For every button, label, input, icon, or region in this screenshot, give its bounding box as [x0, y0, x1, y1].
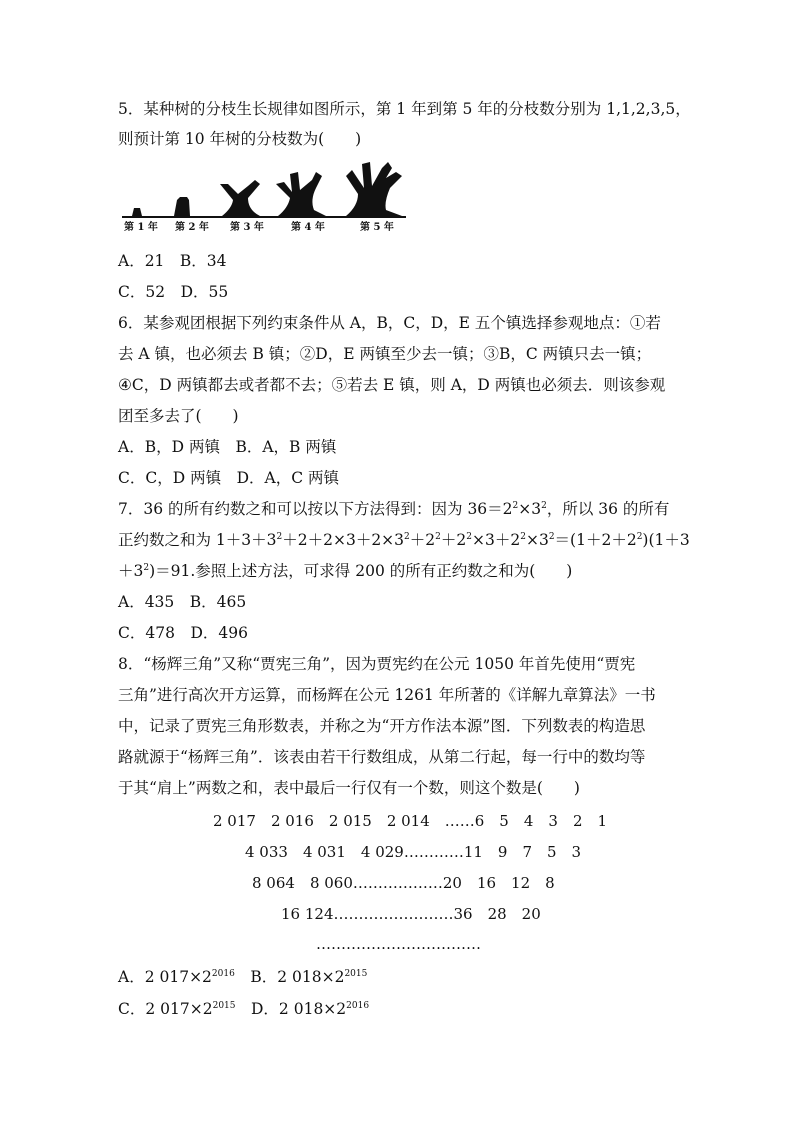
q8-stem-line-2: 三角”进行高次开方运算，而杨辉在公元 1261 年所著的《详解九章算法》一书 — [118, 686, 656, 704]
q8-options-ab: A．2 $017\times 2^{2016}$ B．2 $018\times 2^{2015}$ — [118, 968, 368, 986]
q8-stem-line-3: 中，记录了贾宪三角形数表，并称之为“开方作法本源”图．下列数表的构造思 — [118, 717, 646, 735]
q6-stem-line-4: 团至多去了( ) — [118, 407, 239, 425]
q5-stem-line-1: 5．某种树的分枝生长规律如图所示，第 1 年到第 5 年的分枝数分别为 1,1,2,3,5， — [118, 100, 691, 118]
q7-options-cd: C．478 D．496 — [118, 624, 248, 642]
figure-label-year-4: 第 4 年 — [291, 222, 325, 233]
triangle-row-3: 8 064 8 060………………20 16 12 8 — [252, 874, 555, 892]
tree-branch-figure — [120, 156, 410, 240]
q6-stem-line-3: ④C，D 两镇都去或者都不去；⑤若去 E 镇，则 A，D 两镇也必须去．则该参观 — [118, 376, 666, 394]
q8-options-cd: C．2 $017\times 2^{2015}$ D．2 $018\times 2^{2016}$ — [118, 1000, 370, 1018]
triangle-row-4: 16 124……………………36 28 20 — [281, 905, 541, 923]
figure-label-year-1: 第 1 年 — [124, 222, 158, 233]
q6-options-cd: C．C，D 两镇 D．A，C 两镇 — [118, 469, 339, 487]
q8-stem-line-4: 路就源于“杨辉三角”．该表由若干行数组成，从第二行起，每一行中的数均等 — [118, 748, 646, 766]
figure-label-year-3: 第 3 年 — [230, 222, 264, 233]
q6-stem-line-1: 6．某参观团根据下列约束条件从 A，B，C，D，E 五个镇选择参观地点：①若 — [118, 314, 661, 332]
tree-branch-illustration — [120, 156, 410, 222]
q6-stem-line-2: 去 A 镇，也必须去 B 镇；②D，E 两镇至少去一镇；③B，C 两镇只去一镇； — [118, 345, 652, 363]
figure-label-year-2: 第 2 年 — [175, 222, 209, 233]
q7-stem-line-1: 7．36 的所有约数之和可以按以下方法得到：因为 $36=2^2\times 3^2$，所以 36 的所有 — [118, 500, 670, 518]
q7-stem-line-2: 正约数之和为 $1+3+3^2+2+2\times 3+2\times 3^2+2^2+2^2\times 3+2^2\times 3^2=(1+2+2^2)(1+3$ — [118, 531, 690, 549]
figure-label-year-5: 第 5 年 — [360, 222, 394, 233]
q6-options-ab: A．B，D 两镇 B．A，B 两镇 — [118, 438, 337, 456]
triangle-row-1: 2 017 2 016 2 015 2 014 ……6 5 4 3 2 1 — [213, 812, 608, 830]
q8-stem-line-5: 于其“肩上”两数之和，表中最后一行仅有一个数，则这个数是( ) — [118, 779, 580, 797]
q7-options-ab: A．435 B．465 — [118, 593, 247, 611]
q5-stem-line-2: 则预计第 10 年树的分枝数为( ) — [118, 130, 362, 148]
q5-options-ab: A．21 B．34 — [118, 252, 227, 270]
triangle-row-2: 4 033 4 031 4 029…………11 9 7 5 3 — [245, 843, 582, 861]
q5-options-cd: C．52 D．55 — [118, 283, 229, 301]
q8-stem-line-1: 8．“杨辉三角”又称“贾宪三角”，因为贾宪约在公元 1050 年首先使用“贾宪 — [118, 655, 636, 673]
q7-stem-line-3: $+3^2)=91$.参照上述方法，可求得 200 的所有正约数之和为( ) — [118, 562, 573, 580]
triangle-row-ellipsis: …………………………… — [316, 935, 481, 953]
